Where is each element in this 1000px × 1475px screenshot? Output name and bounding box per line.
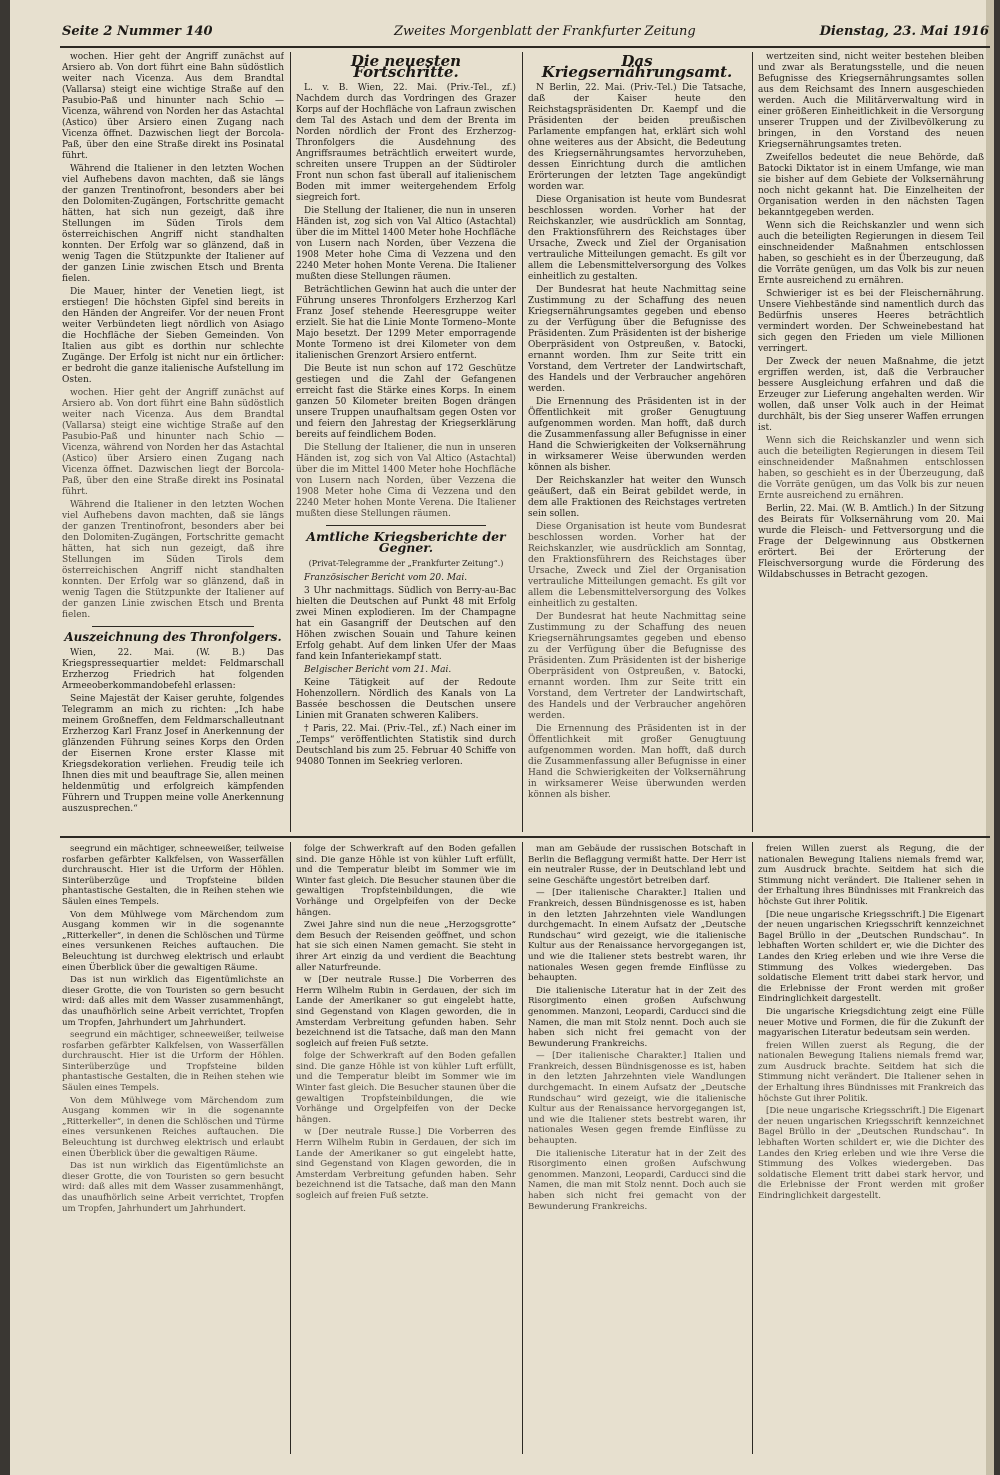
column-divider [290,842,291,1454]
column-2 [296,52,516,822]
report-title: Belgischer Bericht vom 21. Mai. [304,665,452,675]
column-4 [758,52,984,822]
article-headline: Die neuesten Fortschritte. [350,52,462,81]
article-paragraph: Die Mauer, hinter der Venetien liegt, ist erstiegen! Die höchsten Gipfel sind bereits in den Händen der Angreifer. Vor der neuen Front weiter Verbündeten liegt nördlich von Asiago die Hochfläche der Sieben Gemeinden. Von Italien aus gibt es dorthin nur schlechte Zugänge. Der Erfolg ist nicht nur ein örtlicher: er bedroht die ganze italienische Aufstellung im Osten. [62,287,284,385]
article-paragraph: Die Stellung der Italiener, die nun in unseren Händen ist, zog sich von Val Altico (Astachtal) über die im Mittel 1400 Meter hohe Hochfläche von Lusern nach Norden, über Vezzena die 1908 Meter hohe Cima di Vezzena und den 2240 Meter hohen Monte Verena. Die Italiener mußten diese Stellungen räumen. [296,443,516,519]
article-paragraph: Von dem Mühlwege vom Märchendom zum Ausgang kommen wir in die sogenannte „Ritterkeller“, in denen die Schlöschen und Türme eines versunkenen Reiches auftauchen. Die Beleuchtung ist durchweg elektrisch und erlaubt einen Überblick über die gewaltigen Räume. [62,1095,284,1159]
column-divider [522,842,523,1454]
article-paragraph: Die italienische Literatur hat in der Zeit des Risorgimento einen großen Aufschwung genommen. Manzoni, Leopardi, Carducci sind die Namen, die man mit Stolz nennt. Doch auch sie haben sich nicht frei gemacht von der Bewunderung Frankreichs. [528,985,746,1049]
article-paragraph: Berlin, 22. Mai. (W. B. Amtlich.) In der Sitzung des Beirats für Volksernährung vom 20. Mai wurde die Fleisch- und Fettversorgung und die Frage der Delgewinnung aus Obstkernen erörtert. Bei der Erörterung der Fleischversorgung wurde die Förderung des Wildabschusses in Betracht gezogen. [758,504,984,580]
article-paragraph: wertzeiten sind, nicht weiter bestehen bleiben und zwar als Beratungsstelle, und die neuen Befugnisse des Kriegsernährungsamtes sollen aus dem Reichsamt des Innern ausgeschieden werden. Auch die Militärverwaltung wird in einer größeren Einheitlichkeit in die Versorgung unserer Truppen und der Zivilbevölkerung zu bringen, in den Vorstand des neuen Kriegsernährungsamtes treten. [758,52,984,150]
article-paragraph: Der Bundesrat hat heute Nachmittag seine Zustimmung zu der Schaffung des neuen Kriegsernährungsamtes gegeben und ebenso zu der Verfügung über die Befugnisse des Präsidenten. Zum Präsidenten ist der bisherige Oberpräsident von Ostpreußen, v. Batocki, ernannt worden. Ihm zur Seite tritt ein Vorstand, dem Vertreter der Landwirtschaft, des Handels und der Verbraucher angehören werden. [528,285,746,394]
article-subhead: (Privat-Telegramme der „Frankfurter Zeitung“.) [308,559,504,568]
feuilleton-column-2 [296,844,516,1450]
column-1 [62,52,284,812]
article-paragraph: Die ungarische Kriegsdichtung zeigt eine Fülle neuer Motive und Formen, die für die Zukunft der magyarischen Literatur bedeutsam sein werden. [758,1006,984,1039]
article-paragraph: Zwei Jahre sind nun die neue „Herzogsgrotte“ dem Besuch der Reisenden geöffnet, und schon hat sie sich einen Namen gemacht. Sie steht in ihrer Art einzig da und verdient die Beachtung aller Naturfreunde. [296,920,516,973]
report-title: Französischer Bericht vom 20. Mai. [304,573,468,583]
article-paragraph: folge der Schwerkraft auf den Boden gefallen sind. Die ganze Höhle ist von kühler Luft erfüllt, und die Temperatur bleibt im Sommer wie im Winter fast gleich. Die Besucher staunen über die gewaltigen Tropfsteinbildungen, die wie Vorhänge und Orgelpfeifen von der Decke hängen. [296,1051,516,1125]
article-headline: Amtliche Kriegsberichte der Gegner. [306,529,506,555]
article-paragraph: w [Der neutrale Russe.] Die Vorberren des Herrn Wilhelm Rubin in Gerdauen, der sich im Lande der Amerikaner so gut eingelebt hatte, sind Gegenstand von Klagen geworden, die in Amsterdam Verbreitung gefunden haben. Sehr bezeichnend ist die Tatsache, daß man den Mann sogleich auf freien Fuß setzte. [296,975,516,1049]
article-paragraph: wochen. Hier geht der Angriff zunächst auf Arsiero ab. Von dort führt eine Bahn südöstlich weiter nach Vicenza. Aus dem Brandtal (Vallarsa) steigt eine wichtige Straße auf den Pasubio-Paß und hinunter nach Schio — Vicenza, während von Norden her das Astachtal (Astico) über Arsiero einen Zugang nach Vicenza öffnet. Dazwischen liegt der Borcola-Paß, über den eine Straße direkt ins Posinatal führt. [62,388,284,497]
header-page-number: Seite 2 Nummer 140 [62,24,213,39]
article-paragraph: Die Ernennung des Präsidenten ist in der Öffentlichkeit mit großer Genugtuung aufgenommen worden. Man hofft, daß durch die Zusammenfassung aller Befugnisse in einer Hand die Schwierigkeiten der Volksernährung in wirksamerer Weise überwunden werden können als bisher. [528,397,746,473]
article-paragraph: w [Der neutrale Russe.] Die Vorberren des Herrn Wilhelm Rubin in Gerdauen, der sich im Lande der Amerikaner so gut eingelebt hatte, sind Gegenstand von Klagen geworden, die in Amsterdam Verbreitung gefunden haben. Sehr bezeichnend ist die Tatsache, daß man den Mann sogleich auf freien Fuß setzte. [296,1127,516,1201]
article-paragraph: — [Der italienische Charakter.] Italien und Frankreich, dessen Bündnisgenosse es ist, haben in den letzten Jahrzehnten viele Wandlungen durchgemacht. In einem Aufsatz der „Deutsche Rundschau“ wird gezeigt, wie die italienische Kultur aus der Renaissance hervorgegangen ist, und wie die Italiener stets bestrebt waren, ihr nationales Wesen gegen fremde Einflüsse zu behaupten. [528,1051,746,1147]
article-paragraph: Schwieriger ist es bei der Fleischernährung. Unsere Viehbestände sind namentlich durch das Bedürfnis unseres Heeres beträchtlich vermindert worden. Der Schweinebestand hat sich gegen den Frieden um viele Millionen verringert. [758,289,984,354]
article-paragraph: Seine Majestät der Kaiser geruhte, folgendes Telegramm an mich zu richten: „Ich habe meinem Großneffen, dem Feldmarschalleutnant Erzherzog Karl Franz Josef in Anerkennung der glänzenden Führung seines Korps den Orden der Eisernen Krone erster Klasse mit Kriegsdekoration verliehen. Freudig teile ich Ihnen dies mit und beauftrage Sie, allen meinen heldenmütig und erfolgreich kämpfenden Führern und Truppen meine volle Anerkennung auszusprechen.“ [62,694,284,812]
article-paragraph: † Paris, 22. Mai. (Priv.-Tel., zf.) Nach einer im „Temps“ veröffentlichten Statistik sind durch Deutschland bis zum 25. Februar 40 Schiffe von 94080 Tonnen im Seekrieg verloren. [296,724,516,767]
article-paragraph: wochen. Hier geht der Angriff zunächst auf Arsiero ab. Von dort führt eine Bahn südöstlich weiter nach Vicenza. Aus dem Brandtal (Vallarsa) steigt eine wichtige Straße auf den Pasubio-Paß und hinunter nach Schio — Vicenza, während von Norden her das Astachtal (Astico) über Arsiero einen Zugang nach Vicenza öffnet. Dazwischen liegt der Borcola-Paß, über den eine Straße direkt ins Posinatal führt. [62,52,284,161]
article-paragraph: man am Gebäude der russischen Botschaft in Berlin die Beflaggung vermißt hatte. Der Herr ist ein neutraler Russe, der in Deutschland lebt und seine Geschäfte ungestört betreiben darf. [528,844,746,886]
article-paragraph: Diese Organisation ist heute vom Bundesrat beschlossen worden. Vorher hat der Reichskanzler, wie ausdrücklich am Sonntag, den Fraktionsführern des Reichstages über Ursache, Zweck und Ziel der Organisation vertrauliche Mitteilungen gemacht. Es gilt vor allem die Lebensmittelversorgung des Volkes einheitlich zu gestalten. [528,522,746,609]
article-paragraph: Die Ernennung des Präsidenten ist in der Öffentlichkeit mit großer Genugtuung aufgenommen worden. Man hofft, daß durch die Zusammenfassung aller Befugnisse in einer Hand die Schwierigkeiten der Volksernährung in wirksamerer Weise überwunden werden können als bisher. [528,724,746,800]
article-paragraph: [Die neue ungarische Kriegsschrift.] Die Eigenart der neuen ungarischen Kriegsschrift kennzeichnet Bagel Brüllo in der „Deutschen Rundschau“. In lebhaften Worten schildert er, wie die Dichter des Landes den Krieg erleben und wie ihre Verse die Stimmung des Volkes wiedergeben. Das soldatische Element tritt dabei stark hervor, und die Erlebnisse der Front werden mit großer Eindringlichkeit dargestellt. [758,909,984,1005]
feuilleton-column-1 [62,844,284,1450]
article-paragraph: Zweifellos bedeutet die neue Behörde, daß Batocki Diktator ist in einem Umfange, wie man sie bisher auf dem Gebiete der Volksernährung noch nicht gekannt hat. Die Einzelheiten der Organisation werden in den nächsten Tagen bekanntgegeben werden. [758,153,984,218]
column-divider [752,842,753,1454]
article-paragraph: Der Bundesrat hat heute Nachmittag seine Zustimmung zu der Schaffung des neuen Kriegsernährungsamtes gegeben und ebenso zu der Verfügung über die Befugnisse des Präsidenten. Zum Präsidenten ist der bisherige Oberpräsident von Ostpreußen, v. Batocki, ernannt worden. Ihm zur Seite tritt ein Vorstand, dem Vertreter der Landwirtschaft, des Handels und der Verbraucher angehören werden. [528,612,746,721]
header-date: Dienstag, 23. Mai 1916 [819,24,989,39]
feuilleton-column-3 [528,844,746,1450]
article-paragraph: Wien, 22. Mai. (W. B.) Das Kriegspressequartier meldet: Feldmarschall Erzherzog Friedrich hat folgenden Armeeoberkommandobefehl erlassen: [62,648,284,691]
header-rule [60,46,990,48]
article-paragraph: Von dem Mühlwege vom Märchendom zum Ausgang kommen wir in die sogenannte „Ritterkeller“, in denen die Schlöschen und Türme eines versunkenen Reiches auftauchen. Die Beleuchtung ist durchweg elektrisch und erlaubt einen Überblick über die gewaltigen Räume. [62,909,284,973]
article-paragraph: Wenn sich die Reichskanzler und wenn sich auch die beteiligten Regierungen in diesem Teil einschneidender Maßnahmen entschlossen haben, so geschieht es in der Überzeugung, daß die Vorräte genügen, um das Volk bis zur neuen Ernte ausreichend zu ernähren. [758,221,984,286]
article-paragraph: — [Der italienische Charakter.] Italien und Frankreich, dessen Bündnisgenosse es ist, haben in den letzten Jahrzehnten viele Wandlungen durchgemacht. In einem Aufsatz der „Deutsche Rundschau“ wird gezeigt, wie die italienische Kultur aus der Renaissance hervorgegangen ist, und wie die Italiener stets bestrebt waren, ihr nationales Wesen gegen fremde Einflüsse zu behaupten. [528,888,746,984]
feuilleton-rule [60,836,990,838]
article-paragraph: L. v. B. Wien, 22. Mai. (Priv.-Tel., zf.) Nachdem durch das Vordringen des Grazer Korps auf der Hochfläche von Lafraun zwischen dem Tal des Astach und dem der Brenta im Norden nördlich der Front des Erzherzog-Thronfolgers die Ausdehnung des Angriffsraumes beträchtlich erweitert wurde, schreiten unsere Truppen an der Südtiroler Front nun schon fast überall auf italienischem Boden mit immer weitergehendem Erfolg siegreich fort. [296,83,516,203]
page-binding-edge [986,0,994,1475]
article-paragraph: Die Stellung der Italiener, die nun in unseren Händen ist, zog sich von Val Altico (Astachtal) über die im Mittel 1400 Meter hohe Hochfläche von Lusern nach Norden, über Vezzena die 1908 Meter hohe Cima di Vezzena und den 2240 Meter hohen Monte Verena. Die Italiener mußten diese Stellungen räumen. [296,206,516,282]
article-headline: Das Kriegsernährungsamt. [541,52,733,81]
section-rule [92,626,254,627]
feuilleton-column-4 [758,844,984,1450]
article-paragraph: Während die Italiener in den letzten Wochen viel Aufhebens davon machten, daß sie längs der ganzen Trentinofront, besonders aber bei den Dolomiten-Zugängen, Fortschritte gemacht hätten, hat sich nun gezeigt, daß ihre Stellungen im Süden Tirols dem österreichischen Angriff nicht standhalten konnten. Der Erfolg war so glänzend, daß in wenig Tagen die Stützpunkte der Italiener auf der ganzen Linie zwischen Etsch und Brenta fielen. [62,500,284,620]
article-paragraph: Die Beute ist nun schon auf 172 Geschütze gestiegen und die Zahl der Gefangenen erreicht fast die Stärke eines Korps. In einem ganzen 50 Kilometer breiten Bogen drängen unsere Truppen unaufhaltsam gegen Osten vor und feiern den Jahrestag der Kriegserklärung bereits auf feindlichem Boden. [296,364,516,440]
section-rule [326,525,486,526]
section-headline: Auszeichnung des Thronfolgers. [64,630,282,644]
article-paragraph: Das ist nun wirklich das Eigentümlichste an dieser Grotte, die von Touristen so gern besucht wird: daß alles mit dem Wasser zusammenhängt, das unaufhörlich seine Arbeit verrichtet, Tropfen um Tropfen, Jahrhundert um Jahrhundert. [62,1161,284,1214]
article-paragraph: seegrund ein mächtiger, schneeweißer, teilweise rosfarben gefärbter Kalkfelsen, von Wasserfällen durchrauscht. Hier ist die Urform der Höhlen. Sinterüberzüge und Tropfsteine bilden phantastische Gestalten, die in Reihen stehen wie Säulen eines Tempels. [62,844,284,907]
article-paragraph: Der Reichskanzler hat weiter den Wunsch geäußert, daß ein Beirat gebildet werde, in dem alle Fraktionen des Reichstages vertreten sein sollen. [528,476,746,519]
column-divider [752,52,753,832]
article-paragraph: Diese Organisation ist heute vom Bundesrat beschlossen worden. Vorher hat der Reichskanzler, wie ausdrücklich am Sonntag, den Fraktionsführern des Reichstages über Ursache, Zweck und Ziel der Organisation vertrauliche Mitteilungen gemacht. Es gilt vor allem die Lebensmittelversorgung des Volkes einheitlich zu gestalten. [528,195,746,282]
article-paragraph: Der Zweck der neuen Maßnahme, die jetzt ergriffen werden, ist, daß die Verbraucher bessere Ausgleichung erfahren und daß die Erzeuger zur Lieferung angehalten werden. Wir wollen, daß unser Volk auch in der Heimat durchhält, bis der Sieg unserer Waffen errungen ist. [758,357,984,433]
article-paragraph: folge der Schwerkraft auf den Boden gefallen sind. Die ganze Höhle ist von kühler Luft erfüllt, und die Temperatur bleibt im Sommer wie im Winter fast gleich. Die Besucher staunen über die gewaltigen Tropfsteinbildungen, die wie Vorhänge und Orgelpfeifen von der Decke hängen. [296,844,516,918]
article-paragraph: 3 Uhr nachmittags. Südlich von Berry-au-Bac hielten die Deutschen auf Punkt 48 mit Erfolg zwei Minen explodieren. Im der Champagne hat ein Gasangriff der Deutschen auf den Höhen zwischen Souain und Tahure keinen Erfolg gehabt. Auf dem linken Ufer der Maas fand kein Infanteriekampf statt. [296,586,516,662]
newspaper-page [10,0,994,1475]
article-paragraph: Keine Tätigkeit auf der Redoute Hohenzollern. Nördlich des Kanals von La Bassée beschossen die Deutschen unsere Linien mit Granaten schweren Kalibers. [296,678,516,721]
article-paragraph: Während die Italiener in den letzten Wochen viel Aufhebens davon machten, daß sie längs der ganzen Trentinofront, besonders aber bei den Dolomiten-Zugängen, Fortschritte gemacht hätten, hat sich nun gezeigt, daß ihre Stellungen im Süden Tirols dem österreichischen Angriff nicht standhalten konnten. Der Erfolg war so glänzend, daß in wenig Tagen die Stützpunkte der Italiener auf der ganzen Linie zwischen Etsch und Brenta fielen. [62,164,284,284]
article-paragraph: freien Willen zuerst als Regung, die der nationalen Bewegung Italiens niemals fremd war, zum Ausdruck brachte. Seitdem hat sich die Stimmung nicht verändert. Die Italiener sehen in der Erhaltung ihres Bündnisses mit Frankreich das höchste Gut ihrer Politik. [758,1040,984,1104]
column-3 [528,52,746,822]
page-header [62,22,989,46]
column-divider [290,52,291,832]
article-paragraph: N Berlin, 22. Mai. (Priv.-Tel.) Die Tatsache, daß der Kaiser heute den Reichstagspräsidenten Dr. Kaempf und die Präsidenten der beiden preußischen Parlamente empfangen hat, erklärt sich wohl ohne weiteres aus der Absicht, die Bedeutung des Kriegsernährungsamtes hervorzuheben, dessen Einrichtung durch die amtlichen Erörterungen der letzten Tage angekündigt worden war. [528,83,746,192]
article-paragraph: Beträchtlichen Gewinn hat auch die unter der Führung unseres Thronfolgers Erzherzog Karl Franz Josef stehende Heeresgruppe weiter erzielt. Sie hat die Linie Monte Tormeno–Monte Majo besetzt. Der 1299 Meter emporragende Monte Tormeno ist drei Kilometer von dem italienischen Grenzort Arsiero entfernt. [296,285,516,361]
article-paragraph: freien Willen zuerst als Regung, die der nationalen Bewegung Italiens niemals fremd war, zum Ausdruck brachte. Seitdem hat sich die Stimmung nicht verändert. Die Italiener sehen in der Erhaltung ihres Bündnisses mit Frankreich das höchste Gut ihrer Politik. [758,844,984,907]
article-paragraph: [Die neue ungarische Kriegsschrift.] Die Eigenart der neuen ungarischen Kriegsschrift kennzeichnet Bagel Brüllo in der „Deutschen Rundschau“. In lebhaften Worten schildert er, wie die Dichter des Landes den Krieg erleben und wie ihre Verse die Stimmung des Volkes wiedergeben. Das soldatische Element tritt dabei stark hervor, und die Erlebnisse der Front werden mit großer Eindringlichkeit dargestellt. [758,1106,984,1201]
article-paragraph: Wenn sich die Reichskanzler und wenn sich auch die beteiligten Regierungen in diesem Teil einschneidender Maßnahmen entschlossen haben, so geschieht es in der Überzeugung, daß die Vorräte genügen, um das Volk bis zur neuen Ernte ausreichend zu ernähren. [758,436,984,501]
article-paragraph: Das ist nun wirklich das Eigentümlichste an dieser Grotte, die von Touristen so gern besucht wird: daß alles mit dem Wasser zusammenhängt, das unaufhörlich seine Arbeit verrichtet, Tropfen um Tropfen, Jahrhundert um Jahrhundert. [62,975,284,1028]
column-divider [522,52,523,832]
header-masthead: Zweites Morgenblatt der Frankfurter Zeitung [394,24,696,39]
article-paragraph: seegrund ein mächtiger, schneeweißer, teilweise rosfarben gefärbter Kalkfelsen, von Wasserfällen durchrauscht. Hier ist die Urform der Höhlen. Sinterüberzüge und Tropfsteine bilden phantastische Gestalten, die in Reihen stehen wie Säulen eines Tempels. [62,1030,284,1094]
article-paragraph: Die italienische Literatur hat in der Zeit des Risorgimento einen großen Aufschwung genommen. Manzoni, Leopardi, Carducci sind die Namen, die man mit Stolz nennt. Doch auch sie haben sich nicht frei gemacht von der Bewunderung Frankreichs. [528,1148,746,1212]
